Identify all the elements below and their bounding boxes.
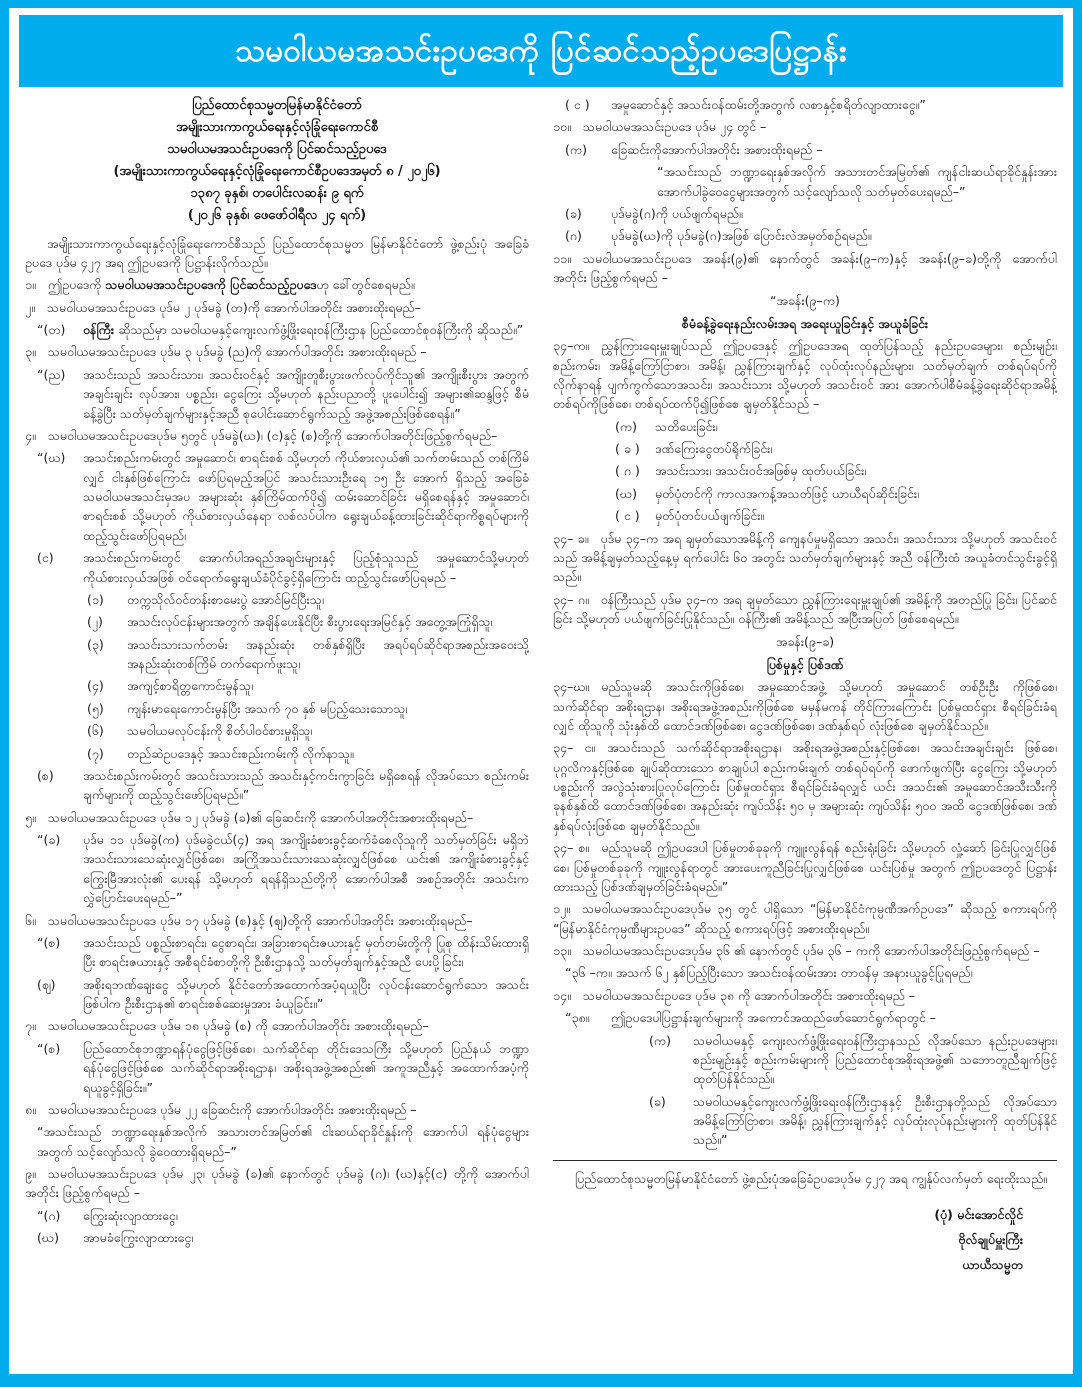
clause-label: ( င ) bbox=[615, 508, 640, 524]
section-number: ၃၄–ဃ။ bbox=[553, 679, 590, 695]
clause-label: ( င ) bbox=[565, 97, 590, 112]
gregorian-date-line: (၂၀၂၆ ခုနှစ်၊ ဖေဖော်ဝါရီလ ၂၄ ရက်) bbox=[187, 208, 367, 224]
sub-clause-item bbox=[25, 635, 529, 674]
section-number: ၆။ bbox=[25, 912, 36, 928]
clause-label: (စ) bbox=[37, 767, 54, 783]
sub-clause-item bbox=[25, 744, 529, 763]
clause-label: (၁) bbox=[87, 591, 104, 607]
section-number: ၄။ bbox=[25, 427, 36, 443]
clause-label: “(ခ) bbox=[37, 832, 61, 848]
signature-line: (ပုံ) မင်းအောင်လှိုင် bbox=[934, 1207, 1023, 1223]
clause-item bbox=[553, 226, 1057, 245]
section-number: ၃၄– င။ bbox=[553, 740, 596, 756]
section-paragraph: ၉။ သမဝါယမအသင်းဥပဒေ ပုဒ်မ ၂၃၊ ပုဒ်မခွဲ (ခ)၏ နောက်တွင် ပုဒ်မခွဲ (ဂ)၊ (ဃ)နှင့်(င) တို့ကို အောက်ပါ အတိုင်း ဖြည့်စွက်ရမည် – bbox=[25, 1166, 529, 1201]
clause-item bbox=[553, 204, 1057, 223]
section-number: ၈။ bbox=[25, 1101, 36, 1117]
clause-text: သမဝါယမလုပ်ငန်းကို စိတ်ပါဝင်စားမှုရှိသူ၊ bbox=[127, 723, 313, 739]
law-heading-block bbox=[25, 95, 529, 228]
clause-text: မှတ်ပုံတင်ကို ကာလအကန့်အသတ်ဖြင့် ယာယီရပ်ဆိုင်းခြင်း၊ bbox=[655, 485, 920, 501]
clause-item bbox=[25, 320, 529, 339]
clause-text: အသင်းသားသက်တမ်း အနည်းဆုံး တစ်နှစ်ရှိပြီး အရပ်ရပ်ဆိုင်ရာအစည်းအဝေးသို့ အနည်းဆုံးတစ်ကြိမ် တက်ရောက်ဖူးသူ၊ bbox=[127, 636, 529, 672]
section-number: ၉။ bbox=[25, 1166, 36, 1182]
clause-label: (၇) bbox=[87, 745, 104, 761]
state-name-line: ပြည်ထောင်စုသမ္မတမြန်မာနိုင်ငံတော် bbox=[192, 98, 362, 113]
two-column-body bbox=[9, 93, 1073, 1280]
clause-text: ကျန်းမာရေးကောင်းမွန်ပြီး အသက် ၇၀ နှစ် မပြည့်သေးသောသူ၊ bbox=[127, 700, 408, 716]
clause-item bbox=[553, 95, 1057, 114]
clause-label: “(ည) bbox=[37, 366, 66, 382]
clause-label: (၄) bbox=[87, 678, 104, 694]
clause-item bbox=[25, 448, 529, 545]
clause-text: ဒဏ်ကြေးငွေတပ်ရိုက်ခြင်း၊ bbox=[655, 441, 773, 456]
clause-label: (ဂ) bbox=[565, 228, 582, 244]
clause-text: သမဝါယမနှင့်ကျေးလက်ဖွံ့ဖြိုးရေးဝန်ကြီးဌာနနှင့် ဦးစီးဌာနတို့သည် လိုအပ်သော အမိန့်ကြော်ငြာစာ၊ အမိန့်၊ ညွှန်ကြားချက်နှင့် လုပ်ထုံးလုပ်နည်းများကို ထုတ်ပြန်နိုင် သည်။” bbox=[693, 1093, 1057, 1148]
sub-clause-item bbox=[553, 506, 1057, 525]
clause-text: အသင်းသား၊ အသင်းဝင်အဖြစ်မှ ထုတ်ပယ်ခြင်း၊ bbox=[655, 463, 867, 479]
section-number: ၃။ bbox=[25, 344, 36, 360]
section-number: ၁၄။ bbox=[553, 987, 571, 1003]
sub-clause-item bbox=[25, 699, 529, 718]
clause-label: “(ဃ) bbox=[37, 450, 66, 466]
clause-item bbox=[25, 365, 529, 423]
chapter-number-heading: အခန်း(၉–ခ) bbox=[775, 634, 835, 650]
clause-label: (၃) bbox=[87, 636, 104, 652]
section-paragraph: ၃၄– င။ အသင်းသည် သက်ဆိုင်ရာအစိုးရဌာန၊ အစိုးရအဖွဲ့အစည်းနှင့်ဖြစ်စေ၊ အသင်းအချင်းချင်း ဖြစ်စေ၊ ပုဂ္ဂလိကနှင့်ဖြစ်စေ ချုပ်ဆိုထားသော စာချုပ်ပါ စည်းကမ်းချက် တစ်ရပ်ရပ်ကို ဖောက်ဖျက်ပြီး ငွေကြေး သို့မဟုတ် ပစ္စည်းကို အလွဲသုံးစားပြုလုပ်ကြောင်း ပြစ်မှုထင်ရှား စီရင်ခြင်းခံရလျှင် ယင်း အသင်း၏ အမှုဆောင်အသီးသီးကို ခုနစ်နှစ်ထိ ထောင်ဒဏ်ဖြစ်စေ၊ အနည်းဆုံး ကျပ်သိန်း ၅၀ မှ အများဆုံး ကျပ်သိန်း ၅၀၀ အထိ ငွေဒဏ်ဖြစ်စေ၊ ဒဏ်နှစ်ရပ်လုံးဖြစ်စေ ချမှတ်နိုင်သည်။ bbox=[553, 740, 1057, 833]
section-paragraph: ၃၄– ခ။ ပုဒ်မ ၃၄–က အရ ချမှတ်သောအမိန့်ကို ကျေနပ်မှုမရှိသော အသင်း၊ အသင်းသား သို့မဟုတ် အသင်းဝင်သည် အမိန့်ချမှတ်သည့်နေ့မှ ရက်ပေါင်း ၆၀ အတွင်း သတ်မှတ်ချက်များနှင့် အညီ ဝန်ကြီးထံ အယူခံတင်သွင်းခွင့်ရှိသည်။ bbox=[553, 530, 1057, 585]
section-paragraph: ၃၄–ဃ။ မည်သူမဆို အသင်းကိုဖြစ်စေ၊ အမှုဆောင်အဖွဲ့ သို့မဟုတ် အမှုဆောင် တစ်ဦးဦး ကိုဖြစ်စေ၊ သက်ဆိုင်ရာ အစိုးရဌာန၊ အစိုးရအဖွဲ့အစည်းကိုဖြစ်စေ မမှန်မကန် တိုင်ကြားကြောင်း ပြစ်မှုထင်ရှား စီရင်ခြင်းခံရလျှင် ထိုသူကို သုံးနှစ်ထိ ထောင်ဒဏ်ဖြစ်စေ၊ ငွေဒဏ်ဖြစ်စေ၊ ဒဏ်နှစ်ရပ် လုံးဖြစ်စေ ချမှတ်နိုင်သည်။ bbox=[553, 679, 1057, 733]
sub-clause-item bbox=[553, 1092, 1057, 1150]
clause-text: ပုဒ်မခွဲ(ဃ)ကို ပုဒ်မခွဲ(ဂ)အဖြစ် ပြောင်းလဲအမှတ်စဉ်ရမည်။ bbox=[611, 228, 872, 244]
section-paragraph: ၃။ သမဝါယမအသင်းဥပဒေ ပုဒ်မ ၃ ပုဒ်မခွဲ (ည)ကို အောက်ပါအတိုင်း အစားထိုးရမည် – bbox=[25, 344, 427, 360]
section-paragraph: ၂။ သမဝါယမအသင်းဥပဒေ ပုဒ်မ ၂ ပုဒ်မခွဲ (တ)ကို အောက်ပါအတိုင်း အစားထိုးရမည်– bbox=[25, 299, 421, 315]
section-paragraph: ၅။ သမဝါယမအသင်းဥပဒေ ပုဒ်မ ၁၂ ပုဒ်မခွဲ (ခ)၏ ခြေဆင်းကို အောက်ပါအတိုင်းအစားထိုးရမည်– bbox=[25, 809, 474, 825]
sub-clause-item bbox=[553, 417, 1057, 436]
clause-text: အသင်းသည် ပစ္စည်းစာရင်း၊ ငွေစာရင်း၊ အခြားစာရင်းဇယားနှင့် မှတ်တမ်းတို့ကို ပြုစု ထိန်းသိမ်းထားရှိပြီး စာရင်းဇယားနှင့် အစီရင်ခံစာတို့ကို ဦးစီးဌာနသို့ သတ်မှတ်ချက်နှင့်အညီ ပေးပို့ခြင်း၊ bbox=[83, 934, 529, 970]
clause-text: အသင်းစည်းကမ်းတွင် အမှုဆောင်၊ စာရင်းစစ် သို့မဟုတ် ကိုယ်စားလှယ်၏ သက်တမ်းသည် တစ်ကြိမ်လျှင် ငါးနှစ်ဖြစ်ကြောင်း ဖော်ပြရမည့်အပြင် အသင်းသားဦးရေ ၁၅ ဦး အောက် ရှိသည့် အခြေခံသမဝါယမအသင်းမှအပ အများဆုံး နှစ်ကြိမ်ထက်ပို၍ ထမ်းဆောင်ခြင်း မရှိစေရန်နှင့် အမှုဆောင်၊ စာရင်းစစ် သို့မဟုတ် ကိုယ်စားလှယ်နေရာ လစ်လပ်ပါက ရွေးချယ်ခန့်ထားခြင်းဆိုင်ရာကိစ္စရပ်များကို ထည့်သွင်းဖော်ပြရမည်၊ bbox=[83, 450, 529, 543]
left-column bbox=[25, 95, 529, 1280]
clause-label: ( ဂ ) bbox=[615, 463, 640, 479]
sub-clause-item bbox=[553, 439, 1057, 458]
sub-clause-item bbox=[553, 461, 1057, 480]
clause-text: အစိုးရဘဏ်ချေးငွေ သို့မဟုတ် နိုင်ငံတော်အထောက်အပံ့ရယူပြီး လုပ်ငန်းဆောင်ရွက်သော အသင်းဖြစ်ပါက ဦးစီးဌာန၏ စာရင်းစစ်ဆေးမှုအား ခံယူခြင်း။” bbox=[83, 976, 529, 1012]
clause-label: (ဃ) bbox=[37, 1230, 59, 1246]
quoted-provision: “၃၆ –က။ အသက် ၆၂ နှစ်ပြည့်ပြီးသော အသင်းဝန်ထမ်းအား တာဝန်မှ အနားယူခွင့်ပြုရမည်၊ bbox=[565, 965, 973, 981]
clause-text: အသင်းစည်းကမ်းတွင် အောက်ပါအရည်အချင်းများနှင့် ပြည့်စုံသူသည် အမှုဆောင်သို့မဟုတ် ကိုယ်စားလှယ်အဖြစ် ဝင်ရောက်ရွေးချယ်ခံပိုင်ခွင့်ရှိကြောင်း ထည့်သွင်းဖော်ပြရမည် – bbox=[83, 550, 529, 585]
chapter-title-heading: စီမံခန့်ခွဲရေးနည်းလမ်းအရ အရေးယူခြင်းနှင့် အယူခံခြင်း bbox=[681, 315, 929, 331]
clause-item bbox=[25, 766, 529, 805]
section-paragraph: ၈။ သမဝါယမအသင်းဥပဒေ ပုဒ်မ ၂၂ ခြေဆင်းကို အောက်ပါအတိုင်း အစားထိုးရမည် – bbox=[25, 1101, 417, 1117]
clause-item bbox=[25, 830, 529, 908]
section-paragraph: ၄။ သမဝါယမအသင်းဥပဒေပုဒ်မ ၅တွင် ပုဒ်မခွဲ(ဃ)၊ (င)နှင့် (စ)တို့ကို အောက်ပါအတိုင်းဖြည့်စွက်ရမည်– bbox=[25, 427, 498, 443]
sub-clause-item bbox=[25, 612, 529, 631]
quoted-provision: “အသင်းသည် ဘဏ္ဍာရေးနှစ်အလိုက် အသားတင်အမြတ်၏ ငါးဆယ်ရာခိုင်နှုန်းကို အောက်ပါ ရန်ပုံငွေများအတွက် သင့်လျော်သလို ခွဲဝေထားရှိရမည်–” bbox=[37, 1124, 529, 1159]
clause-item bbox=[25, 548, 529, 587]
clause-item bbox=[25, 1228, 529, 1247]
section-number: ၂။ bbox=[25, 299, 35, 315]
clause-item bbox=[25, 1039, 529, 1097]
clause-text: တက္ကသိုလ်ဝင်တန်းစာမေးပွဲ အောင်မြင်ပြီးသူ၊ bbox=[127, 591, 324, 607]
section-number: ၁။ bbox=[25, 277, 36, 293]
sub-clause-item bbox=[553, 1031, 1057, 1089]
clause-text: ကြွေးဆုံးလျာထားငွေ၊ bbox=[83, 1207, 178, 1223]
clause-label: (၅) bbox=[87, 700, 104, 716]
clause-text: အမှုဆောင်နှင့် အသင်းဝန်ထမ်းတို့အတွက် လစာနှင့်စရိတ်လျာထားငွေ။” bbox=[611, 97, 926, 112]
clause-text: အသင်းသည် အသင်းသား၊ အသင်းဝင်နှင့် အကျိုးတူစီးပွားဖက်လုပ်ကိုင်သူ၏ အကျိုးစီးပွား အတွက် အချင်းချင်း လုပ်အား၊ ပစ္စည်း၊ ငွေကြေး သို့မဟုတ် နည်းပညာတို့ ပူးပေါင်း၍ အများ၏ဆန္ဒဖြင့် စီမံခန့်ခွဲပြီး သတ်မှတ်ချက်များနှင့်အညီ စုပေါင်းဆောင်ရွက်သည့် အဖွဲ့အစည်းဖြစ်စေရန်။” bbox=[83, 366, 529, 421]
section-number: ၃၄–က။ bbox=[553, 338, 590, 354]
clause-label: (က) bbox=[615, 418, 637, 434]
section-number: ၁၂။ bbox=[553, 901, 570, 917]
clause-label: (ဈ) bbox=[37, 976, 56, 992]
page-title: သမဝါယမအသင်းဥပဒေကို ပြင်ဆင်သည့်ဥပဒေပြဋ္ဌာန်း bbox=[234, 32, 848, 69]
clause-text: အသင်းလုပ်ငန်းများအတွက် အချိန်ပေးနိုင်ပြီး စီးပွားရေးအမြင်နှင့် အတွေ့အကြုံရှိသူ၊ bbox=[127, 614, 493, 630]
clause-label: ( ခ ) bbox=[615, 441, 640, 456]
clause-label: (၆) bbox=[87, 723, 104, 739]
section-paragraph: ၁၄။ သမဝါယမအသင်းဥပဒေ ပုဒ်မ ၃၈ ကို အောက်ပါအတိုင်း အစားထိုးရမည် – bbox=[553, 987, 916, 1003]
clause-text: မှတ်ပုံတင်ပယ်ဖျက်ခြင်း။ bbox=[655, 508, 765, 524]
signature-block bbox=[553, 1202, 1057, 1277]
clause-label: “(ဂ) bbox=[37, 1207, 61, 1223]
clause-item bbox=[25, 933, 529, 972]
clause-label: (ခ) bbox=[565, 205, 582, 221]
section-number: ၁၃။ bbox=[553, 943, 571, 958]
section-paragraph: ၁။ ဤဥပဒေကို သမဝါယမအသင်းဥပဒေကို ပြင်ဆင်သည့်ဥပဒေဟု ခေါ်တွင်စေရမည်။ bbox=[25, 277, 415, 293]
section-paragraph: ၁၁။ သမဝါယမအသင်းဥပဒေ အခန်း(၉)၏ နောက်တွင် အခန်း(၉–က)နှင့် အခန်း(၉–ခ)တို့ကို အောက်ပါ အတိုင်း ဖြည့်စွက်ရမည် – bbox=[553, 250, 1057, 285]
clause-label: “(စ) bbox=[37, 1040, 61, 1056]
clause-label: (က) bbox=[649, 1032, 671, 1048]
chapter-title-heading: ပြစ်မှုနှင့် ပြစ်ဒဏ် bbox=[766, 656, 844, 672]
clause-item bbox=[25, 1206, 529, 1225]
clause-text: အသင်းစည်းကမ်းတွင် အသင်းသားသည် အသင်းနှင့်ကင်းကွာခြင်း မရှိစေရန် လိုအပ်သော စည်းကမ်းချက်များကို ထည့်သွင်းဖော်ပြရမည်။” bbox=[83, 767, 529, 803]
clause-text: ပုဒ်မ ၁၁ ပုဒ်မခွဲ(က) ပုဒ်မခွဲငယ်(၄) အရ အကျိုးခံစားခွင့်ဆက်ခံစေလိုသူကို သတ်မှတ်ခြင်း မရှိဘဲ အသင်းသားသေဆုံးလျှင်ဖြစ်စေ၊ အကြိုအသင်းသားသေဆုံးလျှင်ဖြစ်စေ ယင်း၏ အကျိုးခံစားခွင့်နှင့် ကြွေးမြီအားလုံး၏ ပေးရန် သို့မဟုတ် ရရန်ရှိသည်တို့ကို အောက်ပါအစီ အစဉ်အတိုင်း အသင်းက လွှဲပြောင်းပေးရမည်–” bbox=[83, 832, 529, 906]
clause-text: အာမခံကြွေးလျာထားငွေ၊ bbox=[83, 1230, 194, 1246]
section-paragraph: ၇။ သမဝါယမအသင်းဥပဒေ ပုဒ်မ ၁၈ ပုဒ်မခွဲ (စ) ကို အောက်ပါအတိုင်း အစားထိုးရမည်– bbox=[25, 1018, 429, 1034]
section-number: ၅။ bbox=[25, 809, 36, 825]
signature-line: ဗိုလ်ချုပ်မှူးကြီး bbox=[958, 1232, 1023, 1248]
section-number: ၇။ bbox=[25, 1018, 36, 1034]
sub-clause-item bbox=[25, 721, 529, 740]
clause-text: ဝန်ကြီး ဆိုသည်မှာ သမဝါယမနှင့်ကျေးလက်ဖွံ့ဖြိုးရေးဝန်ကြီးဌာန ပြည်ထောင်စုဝန်ကြီးကို ဆိုသည်။” bbox=[83, 322, 524, 338]
section-paragraph: ၁၂။ သမဝါယမအသင်းဥပဒေပုဒ်မ ၃၅ တွင် ပါရှိသော “မြန်မာနိုင်ငံကုမ္ပဏီအက်ဥပဒေ” ဆိုသည့် စကားရပ်ကို “မြန်မာနိုင်ငံကုမ္ပဏီများဥပဒေ” ဆိုသည့် စကားရပ်ဖြင့် အစားထိုးရမည်။ bbox=[553, 901, 1057, 936]
clause-item bbox=[553, 140, 1057, 159]
section-paragraph: ၆။ သမဝါယမအသင်းဥပဒေ ပုဒ်မ ၁၇ ပုဒ်မခွဲ (စ)နှင့် (ဈ)တို့ကို အောက်ပါအတိုင်း အစားထိုးရမည်– bbox=[25, 912, 473, 928]
clause-label: (င) bbox=[37, 550, 54, 566]
chapter-number-heading: “အခန်း(၉–က) bbox=[770, 293, 840, 309]
clause-text: သတိပေးခြင်း၊ bbox=[655, 418, 718, 434]
section-paragraph: ၃၄– စ။ မည်သူမဆို ဤဥပဒေပါ ပြစ်မှုတစ်ခုခုကို ကျူးလွန်ရန် စည်းရုံးခြင်း သို့မဟုတ် လှုံ့ဆော် ခြင်းပြုလျှင်ဖြစ်စေ၊ ပြစ်မှုတစ်ခုခုကို ကျူးလွန်ရာတွင် အားပေးကူညီခြင်းပြုလျှင်ဖြစ်စေ ယင်းပြစ်မှု အတွက် ဤဥပဒေတွင် ပြဋ္ဌာန်းထားသည့် ပြစ်ဒဏ်ချမှတ်ခြင်းခံရမည်။” bbox=[553, 840, 1057, 894]
enactment-preamble: အမျိုးသားကာကွယ်ရေးနှင့်လုံခြုံရေးကောင်စီသည် ပြည်ထောင်စုသမ္မတ မြန်မာနိုင်ငံတော် ဖွဲ့စည်းပုံ အခြေခံဥပဒေ ပုဒ်မ ၄၂၇ အရ ဤဥပဒေကို ပြဋ္ဌာန်းလိုက်သည်။ bbox=[25, 235, 529, 270]
clause-text: ပြည်ထောင်စုဘဏ္ဍာရန်ပုံငွေဖြင့်ဖြစ်စေ၊ သက်ဆိုင်ရာ တိုင်းဒေသကြီး သို့မဟုတ် ပြည်နယ် ဘဏ္ဍာရန်ပုံငွေဖြင့်ဖြစ်စေ သက်ဆိုင်ရာအစိုးရဌာန၊ အစိုးရအဖွဲ့အစည်း၏ အကူအညီနှင့် အထောက်အပံ့ကို ရယူခွင့်ရှိခြင်း။” bbox=[83, 1040, 529, 1095]
closing-statement: ပြည်ထောင်စုသမ္မတမြန်မာနိုင်ငံတော် ဖွဲ့စည်းပုံအခြေခံဥပဒေပုဒ်မ ၄၂၇ အရ ကျွန်ုပ်လက်မှတ် ရေးထိုးသည်။ bbox=[575, 1170, 1048, 1186]
clause-label: “(တ) bbox=[37, 322, 66, 338]
clause-text: အကျင့်စာရိတ္တကောင်းမွန်သူ၊ bbox=[127, 678, 254, 694]
clause-text: ဤဥပဒေပါပြဋ္ဌာန်းချက်များကို အကောင်အထည်ဖော်ဆောင်ရွက်ရာတွင် – bbox=[611, 1010, 937, 1026]
section-paragraph: ၁၃။ သမဝါယမအသင်းဥပဒေပုဒ်မ ၃၆ ၏ နောက်တွင် ပုဒ်မ ၃၆ – ကကို အောက်ပါအတိုင်းဖြည့်စွက်ရမည် – bbox=[553, 943, 1040, 958]
section-paragraph: ၁၀။ သမဝါယမအသင်းဥပဒေ ပုဒ်မ ၂၄ တွင် – bbox=[553, 119, 767, 135]
clause-label: “၃၈။ bbox=[565, 1010, 590, 1026]
clause-label: “(စ) bbox=[37, 934, 61, 950]
clause-label: (ခ) bbox=[649, 1093, 666, 1109]
quoted-provision: “အသင်းသည် ဘဏ္ဍာရေးနှစ်အလိုက် အသားတင်အမြတ်၏ ကျန်ငါးဆယ်ရာခိုင်နှုန်းအား အောက်ပါခွဲဝေငွေများအတွက် သင့်လျော်သလို သတ်မှတ်ပေးရမည်–” bbox=[657, 164, 1057, 199]
clause-label: (ဃ) bbox=[615, 485, 637, 501]
section-number: ၃၄– ခ။ bbox=[553, 530, 589, 546]
law-number-line: (အမျိုးသားကာကွယ်ရေးနှင့်လုံခြုံရေးကောင်စီဥပဒေအမှတ် ၈ / ၂၀၂၆) bbox=[113, 164, 441, 180]
myanmar-date-line: ၁၃၈၇ ခုနှစ်၊ တပေါင်းလဆန်း ၉ ရက် bbox=[190, 186, 364, 202]
right-column bbox=[553, 95, 1057, 1280]
law-title-line: သမဝါယမအသင်းဥပဒေကို ပြင်ဆင်သည့်ဥပဒေ bbox=[167, 142, 387, 158]
clause-text: တည်ဆဲဥပဒေနှင့် အသင်းစည်းကမ်းကို လိုက်နာသူ။ bbox=[127, 745, 354, 761]
clause-item bbox=[25, 975, 529, 1014]
section-number: ၁၀။ bbox=[553, 119, 571, 135]
section-paragraph: ၃၄–က။ ညွှန်ကြားရေးမှူးချုပ်သည် ဤဥပဒေနှင့် ဤဥပဒေအရ ထုတ်ပြန်သည့် နည်းဥပဒေများ၊ စည်းမျဉ်း၊ စည်းကမ်း၊ အမိန့်ကြော်ငြာစာ၊ အမိန့်၊ ညွှန်ကြားချက်နှင့် လုပ်ထုံးလုပ်နည်းများ၊ သတ်မှတ်ချက် တစ်ရပ်ရပ်ကို လိုက်နာရန် ပျက်ကွက်သောအသင်း၊ အသင်းသား သို့မဟုတ် အသင်းဝင် အား အောက်ပါစီမံခန့်ခွဲရေးဆိုင်ရာအမိန့် တစ်ရပ်ကိုဖြစ်စေ၊ တစ်ရပ်ထက်ပို၍ဖြစ်စေ ချမှတ်နိုင်သည် – bbox=[553, 338, 1057, 412]
signature-line: ယာယီသမ္မတ bbox=[962, 1257, 1023, 1273]
title-banner bbox=[19, 15, 1063, 87]
section-number: ၁၁။ bbox=[553, 250, 571, 266]
clause-text: သမဝါယမနှင့် ကျေးလက်ဖွံ့ဖြိုးရေးဝန်ကြီးဌာနသည် လိုအပ်သော နည်းဥပဒေများ၊ စည်းမျဉ်းနှင့် စည်းကမ်းများကို ပြည်ထောင်စုအစိုးရအဖွဲ့၏ သဘောတူညီချက်ဖြင့် ထုတ်ပြန်နိုင်သည်။ bbox=[693, 1032, 1057, 1087]
sub-clause-item bbox=[25, 590, 529, 609]
clause-text: ခြေဆင်းကိုအောက်ပါအတိုင်း အစားထိုးရမည် – bbox=[611, 141, 823, 157]
signature-divider bbox=[553, 1160, 1057, 1161]
section-paragraph: ၃၄– ဂ။ ဝန်ကြီးသည် ပုဒ်မ ၃၄–က အရ ချမှတ်သော ညွှန်ကြားရေးမှူးချုပ်၏ အမိန့်ကို အတည်ပြု ခြင်း၊ ပြင်ဆင်ခြင်း သို့မဟုတ် ပယ်ဖျက်ခြင်းပြုနိုင်သည်။ ဝန်ကြီး၏ အမိန့်သည် အပြီးအပြတ် ဖြစ်စေရမည်။ bbox=[553, 591, 1057, 626]
sub-clause-item bbox=[25, 676, 529, 695]
clause-item bbox=[553, 1008, 1057, 1027]
sub-clause-item bbox=[553, 484, 1057, 503]
council-name-line: အမျိုးသားကာကွယ်ရေးနှင့်လုံခြုံရေးကောင်စီ bbox=[175, 120, 379, 136]
section-number: ၃၄– ဂ။ bbox=[553, 591, 589, 607]
section-number: ၃၄– စ။ bbox=[553, 840, 590, 856]
clause-label: (က) bbox=[565, 141, 587, 157]
clause-label: (၂) bbox=[87, 614, 103, 630]
clause-text: ပုဒ်မခွဲ(ဂ)ကို ပယ်ဖျက်ရမည်။ bbox=[611, 205, 743, 221]
